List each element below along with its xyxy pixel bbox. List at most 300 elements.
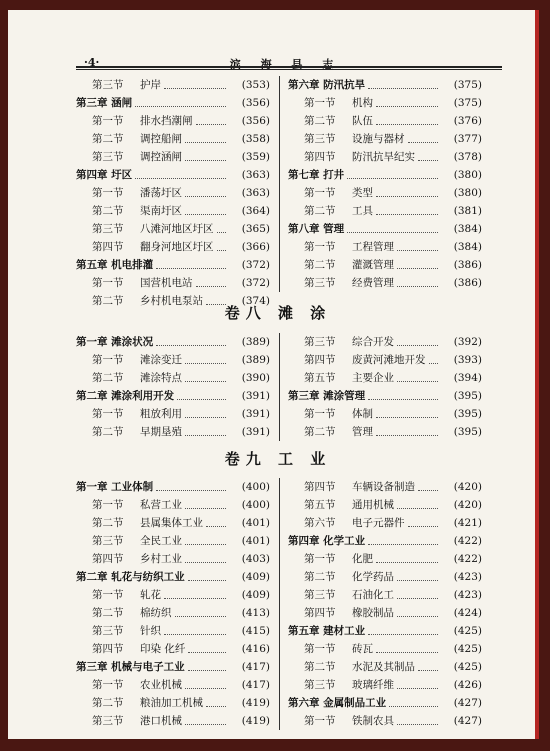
leader-dots [397, 508, 438, 509]
toc-section-entry [288, 658, 482, 676]
page-reference: (403) [241, 553, 270, 565]
section-title: 综合开发 [352, 336, 394, 348]
section-title: 体制 [352, 408, 373, 420]
section-title: 调控船闸 [140, 133, 182, 145]
section-number: 第一节 [304, 715, 336, 727]
toc-right-column [288, 76, 482, 292]
section-title: 类型 [352, 187, 373, 199]
page-reference: (415) [241, 625, 270, 637]
toc-chapter-entry [288, 166, 482, 184]
toc-section-entry [76, 351, 270, 369]
leader-dots [418, 490, 438, 491]
toc-section-entry [288, 333, 482, 351]
leader-dots [164, 598, 226, 599]
page-reference: (386) [453, 259, 482, 271]
section-title: 私营工业 [140, 499, 182, 511]
page-reference: (392) [453, 336, 482, 348]
leader-dots [397, 250, 438, 251]
page-reference: (426) [453, 679, 482, 691]
toc-section-entry [288, 94, 482, 112]
toc-section-entry [288, 712, 482, 730]
section-number: 第一节 [92, 354, 124, 366]
leader-dots [408, 142, 438, 143]
page-reference: (413) [241, 607, 270, 619]
toc-section-entry [76, 405, 270, 423]
section-title: 八滩河地区圩区 [140, 223, 214, 235]
section-title: 粗放利用 [140, 408, 182, 420]
leader-dots [164, 634, 226, 635]
toc-left-column [76, 76, 270, 310]
toc-section-entry [76, 712, 270, 730]
section-title: 工程管理 [352, 241, 394, 253]
leader-dots [376, 652, 438, 653]
toc-section-entry [288, 274, 482, 292]
section-title: 早期垦殖 [140, 426, 182, 438]
section-title: 防汛抗旱纪实 [352, 151, 415, 163]
section-title: 全民工业 [140, 535, 182, 547]
column-divider [279, 478, 280, 730]
toc-section-entry [288, 112, 482, 130]
leader-dots [185, 417, 226, 418]
page-reference: (391) [241, 426, 270, 438]
toc-section-entry [76, 604, 270, 622]
leader-dots [397, 688, 438, 689]
toc-section-entry [76, 112, 270, 130]
leader-dots [185, 544, 226, 545]
leader-dots [185, 142, 226, 143]
page-reference: (375) [453, 97, 482, 109]
section-number: 第三节 [92, 223, 124, 235]
toc-section-entry [288, 184, 482, 202]
section-title: 乡村机电泵站 [140, 295, 203, 307]
section-number: 第一节 [304, 187, 336, 199]
leader-dots [368, 634, 438, 635]
section-title: 水泥及其制品 [352, 661, 415, 673]
leader-dots [177, 399, 226, 400]
section-title: 印染 化纤 [140, 643, 186, 655]
leader-dots [347, 178, 438, 179]
section-title: 电子元器件 [352, 517, 405, 529]
page-reference: (427) [453, 715, 482, 727]
section-title: 设施与器材 [352, 133, 405, 145]
page-reference: (425) [453, 643, 482, 655]
page-reference: (427) [453, 697, 482, 709]
chapter-title: 第三章 涵闸 [76, 97, 133, 109]
section-number: 第三节 [92, 625, 124, 637]
section-number: 第四节 [304, 607, 336, 619]
leader-dots [135, 106, 226, 107]
toc-section-entry [288, 148, 482, 166]
toc-chapter-entry [288, 694, 482, 712]
toc-section-entry [76, 130, 270, 148]
section-number: 第四节 [92, 241, 124, 253]
toc-section-entry [288, 550, 482, 568]
toc-section-entry [288, 514, 482, 532]
section-number: 第五节 [304, 499, 336, 511]
toc-chapter-entry [76, 478, 270, 496]
toc-section-entry [76, 148, 270, 166]
section-title: 废黄河滩地开发 [352, 354, 426, 366]
toc-chapter-entry [288, 76, 482, 94]
section-number: 第二节 [92, 517, 124, 529]
section-title: 港口机械 [140, 715, 182, 727]
leader-dots [164, 88, 226, 89]
section-number: 第四节 [304, 151, 336, 163]
section-title: 轧花 [140, 589, 161, 601]
leader-dots [188, 670, 226, 671]
leader-dots [196, 286, 226, 287]
leader-dots [408, 526, 438, 527]
section-title: 机构 [352, 97, 373, 109]
leader-dots [397, 268, 438, 269]
toc-section-entry [288, 130, 482, 148]
toc-section-entry [76, 640, 270, 658]
section-number: 第一节 [92, 187, 124, 199]
section-number: 第四节 [92, 553, 124, 565]
leader-dots [206, 526, 226, 527]
leader-dots [397, 345, 438, 346]
leader-dots [156, 345, 226, 346]
page-reference: (419) [241, 697, 270, 709]
toc-section-entry [76, 586, 270, 604]
page-reference: (353) [241, 79, 270, 91]
toc-section-entry [288, 256, 482, 274]
toc-section-entry [288, 405, 482, 423]
page-reference: (422) [453, 553, 482, 565]
toc-section-industry [76, 478, 480, 730]
leader-dots [368, 399, 438, 400]
leader-dots [175, 616, 226, 617]
section-number: 第一节 [92, 499, 124, 511]
page-reference: (400) [241, 499, 270, 511]
page-reference: (364) [241, 205, 270, 217]
section-number: 第二节 [304, 426, 336, 438]
section-title: 工具 [352, 205, 373, 217]
page-reference: (401) [241, 517, 270, 529]
leader-dots [188, 652, 226, 653]
volume-heading-tidal-flats: 卷八 滩 涂 [224, 304, 332, 322]
toc-section-entry [76, 76, 270, 94]
toc-chapter-entry [76, 333, 270, 351]
section-number: 第四节 [304, 354, 336, 366]
chapter-title: 第二章 轧花与纺织工业 [76, 571, 185, 583]
page-reference: (380) [453, 169, 482, 181]
toc-section-entry [76, 532, 270, 550]
leader-dots [156, 490, 226, 491]
section-title: 化肥 [352, 553, 373, 565]
page-reference: (366) [241, 241, 270, 253]
page-reference: (425) [453, 625, 482, 637]
section-number: 第一节 [304, 97, 336, 109]
toc-chapter-entry [76, 387, 270, 405]
page-reference: (372) [241, 277, 270, 289]
leader-dots [376, 417, 438, 418]
page-reference: (372) [241, 259, 270, 271]
section-number: 第一节 [92, 115, 124, 127]
page-reference: (391) [241, 390, 270, 402]
section-number: 第三节 [304, 277, 336, 289]
chapter-title: 第七章 打井 [288, 169, 345, 181]
toc-chapter-entry [76, 94, 270, 112]
toc-chapter-entry [288, 532, 482, 550]
page-reference: (416) [241, 643, 270, 655]
toc-section-entry [288, 238, 482, 256]
section-title: 橡胶制品 [352, 607, 394, 619]
toc-section-entry [288, 351, 482, 369]
leader-dots [397, 724, 438, 725]
page-reference: (365) [241, 223, 270, 235]
page-reference: (386) [453, 277, 482, 289]
page-reference: (409) [241, 571, 270, 583]
section-number: 第一节 [92, 277, 124, 289]
leader-dots [185, 724, 226, 725]
leader-dots [206, 706, 226, 707]
toc-section-entry [288, 568, 482, 586]
leader-dots [185, 508, 226, 509]
section-number: 第二节 [92, 697, 124, 709]
section-number: 第一节 [304, 643, 336, 655]
page-reference: (374) [241, 295, 270, 307]
section-number: 第二节 [304, 661, 336, 673]
page-reference: (421) [453, 517, 482, 529]
chapter-title: 第三章 机械与电子工业 [76, 661, 185, 673]
toc-left-column [76, 478, 270, 730]
section-number: 第三节 [304, 133, 336, 145]
page-reference: (358) [241, 133, 270, 145]
chapter-title: 第六章 金属制品工业 [288, 697, 387, 709]
toc-section-entry [76, 622, 270, 640]
toc-section-entry [76, 550, 270, 568]
section-number: 第二节 [92, 133, 124, 145]
section-title: 农业机械 [140, 679, 182, 691]
leader-dots [217, 250, 226, 251]
leader-dots [185, 688, 226, 689]
page-reference: (389) [241, 336, 270, 348]
page-reference: (422) [453, 535, 482, 547]
section-number: 第一节 [304, 241, 336, 253]
section-number: 第一节 [304, 408, 336, 420]
toc-section-entry [76, 184, 270, 202]
leader-dots [376, 124, 438, 125]
section-number: 第二节 [304, 259, 336, 271]
section-title: 乡村工业 [140, 553, 182, 565]
leader-dots [397, 381, 438, 382]
page-reference: (401) [241, 535, 270, 547]
toc-section-entry [76, 220, 270, 238]
page-reference: (359) [241, 151, 270, 163]
page-reference: (409) [241, 589, 270, 601]
toc-section-entry [288, 640, 482, 658]
leader-dots [376, 214, 438, 215]
section-title: 石油化工 [352, 589, 394, 601]
book-title: 滨 海 县 志 [229, 58, 342, 71]
leader-dots [185, 363, 226, 364]
section-number: 第三节 [92, 79, 124, 91]
section-title: 铁制农具 [352, 715, 394, 727]
section-title: 化学药品 [352, 571, 394, 583]
section-title: 经费管理 [352, 277, 394, 289]
toc-section-entry [288, 604, 482, 622]
section-number: 第一节 [92, 589, 124, 601]
toc-section-entry [76, 694, 270, 712]
page-reference: (381) [453, 205, 482, 217]
page-reference: (363) [241, 169, 270, 181]
page-reference: (419) [241, 715, 270, 727]
chapter-title: 第四章 圩区 [76, 169, 133, 181]
section-title: 县属集体工业 [140, 517, 203, 529]
page-reference: (363) [241, 187, 270, 199]
toc-chapter-entry [76, 568, 270, 586]
page-reference: (380) [453, 187, 482, 199]
toc-section-water-works [76, 76, 482, 307]
chapter-title: 第五章 机电排灌 [76, 259, 154, 271]
toc-section-entry [288, 202, 482, 220]
section-number: 第三节 [304, 679, 336, 691]
section-title: 队伍 [352, 115, 373, 127]
leader-dots [397, 616, 438, 617]
leader-dots [368, 88, 438, 89]
section-title: 车辆设备制造 [352, 481, 415, 493]
section-number: 第四节 [92, 643, 124, 655]
leader-dots [418, 670, 438, 671]
section-number: 第一节 [304, 553, 336, 565]
section-number: 第三节 [92, 151, 124, 163]
leader-dots [429, 363, 438, 364]
leader-dots [368, 544, 438, 545]
chapter-title: 第四章 化学工业 [288, 535, 366, 547]
section-title: 玻璃纤维 [352, 679, 394, 691]
toc-section-entry [76, 202, 270, 220]
toc-section-entry [288, 423, 482, 441]
leader-dots [376, 562, 438, 563]
section-title: 翻身河地区圩区 [140, 241, 214, 253]
toc-chapter-entry [288, 220, 482, 238]
leader-dots [185, 562, 226, 563]
leader-dots [347, 232, 438, 233]
toc-section-entry [76, 423, 270, 441]
section-title: 滩涂变迁 [140, 354, 182, 366]
section-number: 第二节 [92, 607, 124, 619]
section-title: 护岸 [140, 79, 161, 91]
page-reference: (384) [453, 223, 482, 235]
section-number: 第二节 [304, 115, 336, 127]
section-title: 砖瓦 [352, 643, 373, 655]
section-title: 国营机电站 [140, 277, 193, 289]
page-reference: (425) [453, 661, 482, 673]
section-number: 第四节 [304, 481, 336, 493]
toc-section-entry [76, 238, 270, 256]
page-reference: (389) [241, 354, 270, 366]
leader-dots [188, 580, 226, 581]
section-title: 通用机械 [352, 499, 394, 511]
header-rule-thin [76, 69, 502, 70]
toc-section-tidal-flats [76, 333, 480, 441]
section-number: 第二节 [92, 295, 124, 307]
section-number: 第三节 [304, 589, 336, 601]
page-reference: (384) [453, 241, 482, 253]
section-title: 调控涵闸 [140, 151, 182, 163]
page-reference: (395) [453, 408, 482, 420]
toc-right-column [288, 333, 482, 441]
page-reference: (424) [453, 607, 482, 619]
section-title: 针织 [140, 625, 161, 637]
leader-dots [185, 435, 226, 436]
leader-dots [156, 268, 226, 269]
leader-dots [196, 124, 226, 125]
chapter-title: 第八章 管理 [288, 223, 345, 235]
chapter-title: 第一章 滩涂状况 [76, 336, 154, 348]
section-number: 第二节 [92, 426, 124, 438]
toc-section-entry [288, 369, 482, 387]
toc-right-column [288, 478, 482, 730]
page-reference: (356) [241, 115, 270, 127]
page-reference: (395) [453, 390, 482, 402]
column-divider [279, 76, 280, 292]
section-number: 第五节 [304, 372, 336, 384]
section-number: 第三节 [304, 336, 336, 348]
column-divider [279, 333, 280, 441]
toc-section-entry [76, 274, 270, 292]
section-number: 第六节 [304, 517, 336, 529]
page-reference: (423) [453, 589, 482, 601]
leader-dots [217, 232, 226, 233]
page-reference: (378) [453, 151, 482, 163]
leader-dots [397, 598, 438, 599]
section-number: 第一节 [92, 408, 124, 420]
toc-chapter-entry [76, 658, 270, 676]
leader-dots [397, 286, 438, 287]
page-reference: (375) [453, 79, 482, 91]
section-title: 潘荡圩区 [140, 187, 182, 199]
chapter-title: 第五章 建材工业 [288, 625, 366, 637]
page-reference: (377) [453, 133, 482, 145]
section-title: 灌溉管理 [352, 259, 394, 271]
section-number: 第三节 [92, 715, 124, 727]
leader-dots [418, 160, 438, 161]
toc-section-entry [288, 586, 482, 604]
chapter-title: 第二章 滩涂利用开发 [76, 390, 175, 402]
page-reference: (393) [453, 354, 482, 366]
toc-chapter-entry [288, 622, 482, 640]
leader-dots [185, 214, 226, 215]
header-rule [76, 66, 502, 68]
leader-dots [376, 106, 438, 107]
page-reference: (417) [241, 679, 270, 691]
leader-dots [185, 160, 226, 161]
section-number: 第二节 [304, 571, 336, 583]
page-reference: (394) [453, 372, 482, 384]
section-title: 管理 [352, 426, 373, 438]
toc-section-entry [288, 478, 482, 496]
page-reference: (395) [453, 426, 482, 438]
chapter-title: 第六章 防汛抗旱 [288, 79, 366, 91]
section-title: 滩涂特点 [140, 372, 182, 384]
section-number: 第二节 [92, 372, 124, 384]
leader-dots [376, 196, 438, 197]
page-reference: (420) [453, 481, 482, 493]
leader-dots [397, 580, 438, 581]
toc-chapter-entry [288, 387, 482, 405]
page-reference: (423) [453, 571, 482, 583]
toc-section-entry [76, 369, 270, 387]
section-title: 棉纺织 [140, 607, 172, 619]
page-reference: (420) [453, 499, 482, 511]
section-title: 粮油加工机械 [140, 697, 203, 709]
page-reference: (391) [241, 408, 270, 420]
page-number: ·4· [84, 56, 100, 69]
toc-section-entry [288, 676, 482, 694]
page-reference: (400) [241, 481, 270, 493]
